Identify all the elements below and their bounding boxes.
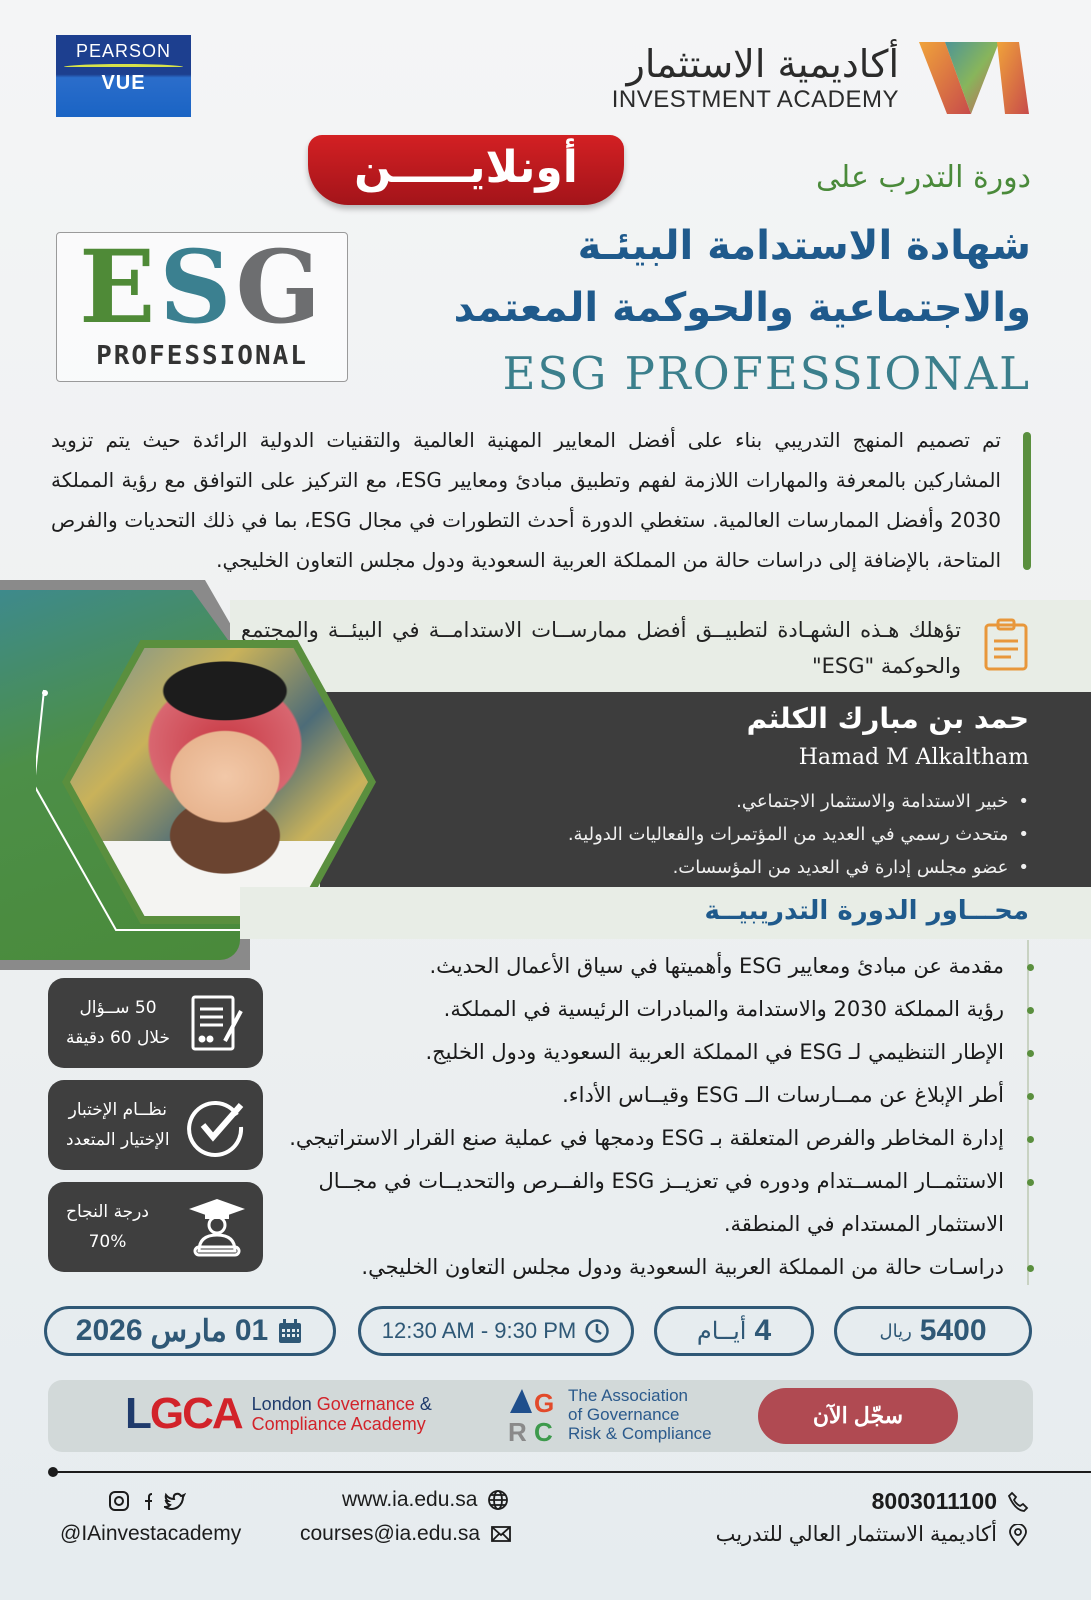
svg-text:C: C	[534, 1416, 553, 1443]
lgca-mark-l: L	[125, 1389, 150, 1438]
exam-system-label: نظــام الإختبار	[68, 1100, 167, 1120]
date-month: مارس	[150, 1314, 227, 1348]
duration-unit: أيــام	[696, 1317, 747, 1345]
calendar-icon	[276, 1317, 304, 1345]
price-amount: 5400	[919, 1314, 987, 1347]
agrc-mark-icon	[508, 1387, 560, 1443]
course-title-line2: والاجتماعية والحوكمة المعتمد	[453, 285, 1031, 331]
address-text: أكاديمية الاستثمار العالي للتدريب	[715, 1523, 997, 1546]
date-pill	[44, 1306, 336, 1356]
course-prefix: دورة التدرب على	[816, 160, 1031, 195]
facebook-icon[interactable]	[136, 1490, 158, 1512]
exam-duration: خلال 60 دقيقة	[66, 1028, 171, 1048]
description-accent-bar	[1023, 432, 1031, 570]
social-handle[interactable]: @IAinvestacademy	[60, 1522, 242, 1545]
date-day: 01	[234, 1314, 269, 1347]
axis-item: الإطار التنظيمي لـ ESG في المملكة العربية السعودية ودول الخليج.	[266, 1031, 1006, 1074]
duration-pill	[654, 1306, 814, 1356]
axes-divider	[1027, 940, 1029, 1285]
svg-text:G: G	[534, 1387, 555, 1418]
esg-logo-subtitle: PROFESSIONAL	[96, 341, 308, 371]
axis-item: مقدمة عن مبادئ ومعايير ESG وأهميتها في سياق الأعمال الحديث.	[266, 945, 1006, 988]
pearson-vue-logo	[56, 35, 191, 117]
decor-dot	[42, 690, 48, 696]
agrc-line1: The Association	[568, 1386, 689, 1405]
course-title-line1: شهادة الاستدامة البيئـة	[577, 223, 1031, 269]
graduate-icon	[185, 1195, 249, 1259]
academy-ribbon-icon	[911, 38, 1031, 118]
exam-sheet-icon	[185, 991, 249, 1055]
website-link[interactable]	[342, 1488, 509, 1512]
speaker-name-en: Hamad M Alkaltham	[798, 745, 1029, 770]
course-title-ar	[391, 215, 1031, 339]
website-text[interactable]: www.ia.edu.sa	[342, 1488, 478, 1511]
phone-icon	[1007, 1491, 1029, 1513]
academy-name-ar: أكاديمية الاستثمار	[626, 42, 899, 86]
pass-score-label: درجة النجاح	[66, 1202, 149, 1222]
exam-questions-count: 50 ســؤال	[79, 998, 157, 1018]
lgca-text-a: London	[251, 1394, 317, 1414]
pass-score-value: 70%	[88, 1232, 127, 1252]
agrc-line3: Risk & Compliance	[568, 1424, 712, 1443]
twitter-icon[interactable]	[164, 1490, 186, 1512]
address	[716, 1522, 1029, 1547]
footer-divider	[52, 1471, 1091, 1473]
location-pin-icon	[1007, 1524, 1029, 1546]
axis-item: الاستثمــار المســتدام ودوره في تعزيــز ESG والفــرص والتحديــات في مجــال الاستثمار المستدام في المنطقة.	[266, 1160, 1006, 1246]
vue-text: VUE	[101, 72, 146, 94]
exam-card-pass-score	[48, 1182, 263, 1272]
phone-text[interactable]: 8003011100	[871, 1488, 997, 1514]
email-link[interactable]	[300, 1522, 512, 1546]
time-pill	[358, 1306, 634, 1356]
esg-letter-g: G	[235, 228, 325, 346]
pearson-text: PEARSON	[75, 41, 172, 61]
lgca-mark-rest: GCA	[149, 1389, 242, 1438]
course-title-en: ESG PROFESSIONAL	[502, 347, 1031, 400]
esg-letter-s: S	[159, 228, 236, 346]
lgca-text-line2: Compliance Academy	[251, 1414, 426, 1434]
lgca-text-c: &	[414, 1394, 432, 1414]
mail-icon	[490, 1523, 512, 1545]
course-description: تم تصميم المنهج التدريبي بناء على أفضل المعايير المهنية العالمية والتقنيات الدولية الرائدة حيث يتم تزويد المشاركين بالمعرفة والمهارات اللازمة لفهم وتطبيق مبادئ ومعايير ESG، مع التركيز على التوافق مع رؤية المملكة 2030 وأفضل الممارسات العالمية. ستغطي الدورة أحدث التطورات في مجال ESG، بما في ذلك التحديات والفرص المتاحة، بالإضافة إلى دراسات حالة من المملكة العربية السعودية ودول مجلس التعاون الخليجي.	[51, 428, 1001, 572]
svg-text:R: R	[508, 1416, 527, 1443]
course-axes-list	[266, 945, 1006, 1289]
clipboard-icon	[981, 617, 1031, 673]
axis-item: أطر الإبلاغ عن ممــارسات الــ ESG وقيــاس الأداء.	[266, 1074, 1006, 1117]
social-icons	[108, 1490, 186, 1512]
footer-divider-dot	[48, 1467, 58, 1477]
agrc-line2: of Governance	[568, 1405, 680, 1424]
lgca-text-b: Governance	[316, 1394, 415, 1414]
price-currency: ريال	[879, 1320, 912, 1341]
globe-icon	[487, 1489, 509, 1511]
lgca-logo	[125, 1389, 432, 1438]
axes-title: محـــاور الدورة التدريبيــة	[704, 896, 1029, 926]
clock-icon	[584, 1318, 610, 1344]
academy-name-en: INVESTMENT ACADEMY	[611, 86, 899, 113]
speaker-credential: • متحدث رسمي في العديد من المؤتمرات والفعاليات الدولية.	[568, 818, 1029, 851]
exam-card-questions	[48, 978, 263, 1068]
esg-professional-logo	[56, 228, 348, 382]
duration-num: 4	[754, 1314, 772, 1347]
agrc-logo	[508, 1386, 712, 1443]
price-pill	[834, 1306, 1032, 1356]
time-range: 12:30 AM - 9:30 PM	[381, 1318, 577, 1343]
check-circle-icon	[185, 1093, 249, 1157]
exam-system-value: الإختيار المتعدد	[66, 1130, 170, 1150]
axis-item: إدارة المخاطر والفرص المتعلقة بـ ESG ودمجها في عملية صنع القرار الاستراتيجي.	[266, 1117, 1006, 1160]
investment-academy-logo	[581, 38, 1031, 118]
register-now-button[interactable]: سجّل الآن	[758, 1388, 958, 1444]
email-text[interactable]: courses@ia.edu.sa	[300, 1522, 481, 1545]
speaker-credentials	[568, 785, 1029, 884]
exam-card-type	[48, 1080, 263, 1170]
esg-letter-e: E	[79, 228, 160, 346]
instagram-icon[interactable]	[108, 1490, 130, 1512]
qualification-text: تؤهلك هـذه الشهـادة لتطبيــق أفضل ممارســات الاستدامــة في البيئــة والمجتمع والحوكمة "ESG"	[241, 618, 961, 678]
speaker-credential: • خبير الاستدامة والاستثمار الاجتماعي.	[568, 785, 1029, 818]
phone-link[interactable]	[872, 1488, 1029, 1515]
axis-item: رؤية المملكة 2030 والاستدامة والمبادرات الرئيسية في المملكة.	[266, 988, 1006, 1031]
speaker-name-ar: حمد بن مبارك الكلثم	[746, 702, 1029, 735]
date-year: 2026	[75, 1314, 143, 1347]
axis-item: دراسـات حالة من المملكة العربية السعودية ودول مجلس التعاون الخليجي.	[266, 1246, 1006, 1289]
speaker-credential: • عضو مجلس إدارة في العديد من المؤسسات.	[568, 851, 1029, 884]
online-badge: أونلايـــــن	[308, 135, 624, 205]
